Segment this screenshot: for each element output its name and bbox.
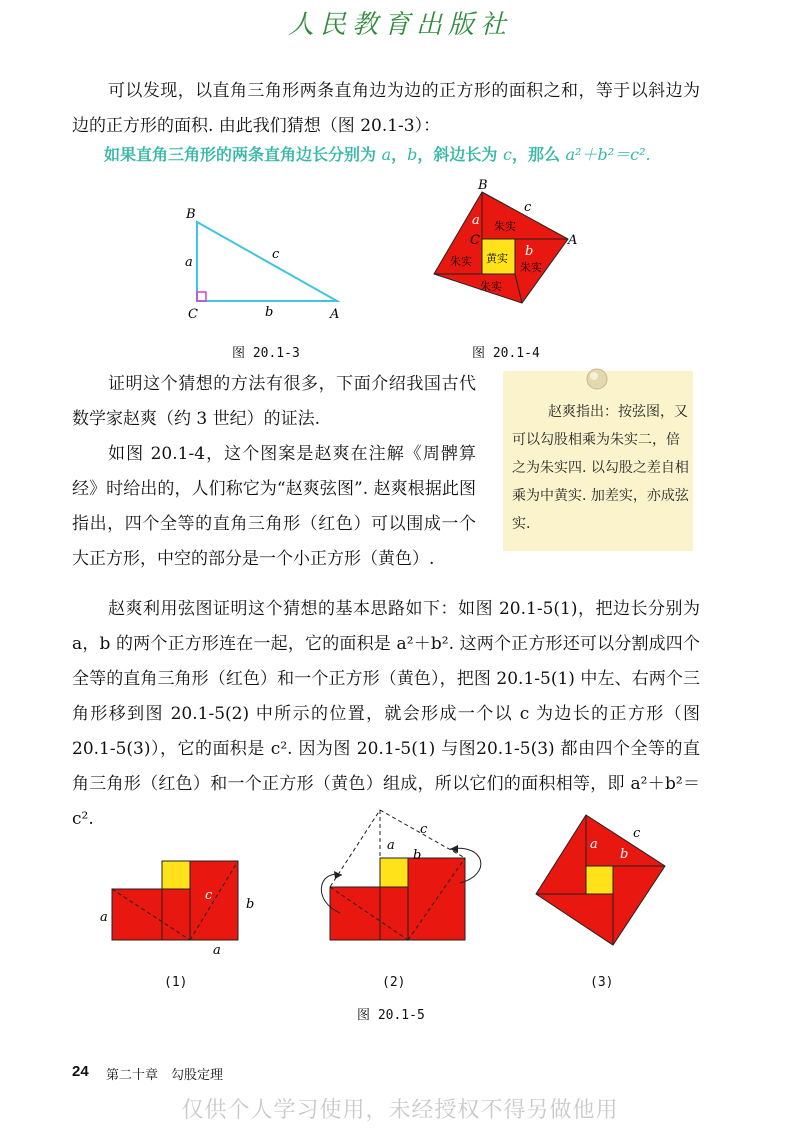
fig3-vertex-C: C [188,307,198,322]
chapter-title: 第二十章 勾股定理 [106,1068,224,1083]
fig4-red-label-top: 朱实 [494,220,516,233]
fig5-3-side-c: c [633,826,641,841]
fig3-vertex-B: B [186,207,196,222]
watermark: 仅供个人学习使用，未经授权不得另做他用 [181,1098,619,1123]
fig3-side-a: a [185,255,193,270]
fig4-vertex-B: B [478,178,488,193]
fig3-side-b: b [265,305,274,320]
fig3-side-c: c [272,247,280,262]
fig5-1-bottom-a: a [213,943,221,958]
fig4-red-label-left: 朱实 [450,255,472,268]
figure-20-1-4-zhao-shuang-diagram [428,178,588,306]
fig5-1-side-a: a [100,910,108,925]
fig3-caption: 图 20.1-3 [232,346,300,361]
fig4-caption: 图 20.1-4 [472,346,540,361]
fig5-2-side-a: a [387,838,395,853]
fig4-red-label-bottom: 朱实 [480,280,502,293]
fig5-3-side-a: a [590,837,598,852]
fig5-3-side-b: b [620,847,629,862]
figure-20-1-5-part-3 [530,810,680,950]
fig5-sub-caption-1: (1) [164,975,188,990]
figure-20-1-3 [180,200,360,330]
fig5-sub-caption-3: (3) [590,975,614,990]
figure-20-1-5-part-2 [310,805,500,945]
page-number: 24 [72,1063,89,1080]
fig4-vertex-C: C [470,233,480,248]
fig5-2-side-c: c [420,822,428,837]
pin-icon [584,366,610,392]
fig5-1-side-c: c [205,888,213,903]
fig4-side-c: c [524,200,532,215]
fig5-sub-caption-2: (2) [382,975,406,990]
fig4-vertex-A: A [568,233,578,248]
sidebar-note-text: 赵爽指出：按弦图，又可以勾股相乘为朱实二，倍之为朱实四. 以勾股之差自相乘为中黄实. 加差实，亦成弦实. [512,404,689,532]
fig5-caption: 图 20.1-5 [357,1008,425,1023]
fig4-yellow-label: 黄实 [486,252,508,265]
fig4-red-label-right: 朱实 [520,261,542,274]
paragraph-4: 赵爽利用弦图证明这个猜想的基本思路如下：如图 20.1-5(1)，把边长分别为 a，b 的两个正方形连在一起，它的面积是 a²＋b². 这两个正方形还可以分割成四个全等的直角三角形（红色）和一个正方形（黄色），把图 20.1-5(1) 中左、右两个三角形移到图 20.1-5(2) 中所示的位置，就会形成一个以 c 为边长的正方形（图 20.1-5(3)），它的面积是 c². 因为图 20.1-5(1) 与图20.1-5(3) 都由四个全等的直角三角形（红色）和一个正方形（黄色）组成，所以它们的面积相等，即 a²＋b²＝c². [72,599,700,829]
fig3-vertex-A: A [330,307,340,322]
fig4-side-b: b [525,244,534,259]
fig4-side-a: a [472,213,480,228]
paragraph-3: 如图 20.1-4，这个图案是赵爽在注解《周髀算经》时给出的，人们称它为“赵爽弦图”. 赵爽根据此图指出，四个全等的直角三角形（红色）可以围成一个大正方形，中空的部分是一个小正方形（黄色）. [72,444,476,569]
fig5-2-side-b: b [413,848,422,863]
paragraph-1: 可以发现，以直角三角形两条直角边为边的正方形的面积之和，等于以斜边为边的正方形的面积. 由此我们猜想（图 20.1-3）： [72,81,700,136]
paragraph-2: 证明这个猜想的方法有很多，下面介绍我国古代数学家赵爽（约 3 世纪）的证法. [72,374,476,429]
figure-20-1-5-part-1 [95,855,275,965]
fig5-1-side-b: b [246,897,255,912]
theorem-statement: 如果直角三角形的两条直角边长分别为 a，b，斜边长为 c，那么 a²＋b²＝c². [104,145,651,164]
publisher-logo: 人民教育出版社 [287,10,512,40]
